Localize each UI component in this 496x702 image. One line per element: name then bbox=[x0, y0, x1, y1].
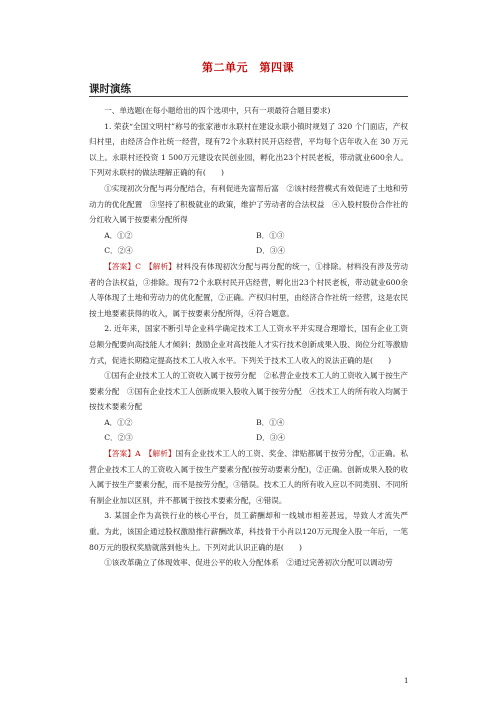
option-b: B．①③ bbox=[256, 230, 285, 240]
document-body bbox=[89, 103, 408, 571]
answer-explanation: 材料没有体现初次分配与再分配的统一，①排除。材料没有涉及劳动者的合法权益，③排除。现有72个永联村民开店经营，孵化出23个村民老板，带动就业600余人等体现了土地和劳动力的优化配置，②正确。产权归村里，由经济合作社统一经营，这是农民按土地要素获得的收入，属于按要素分配所得，④符合题意。 bbox=[89, 261, 409, 318]
section-divider bbox=[89, 96, 408, 97]
question-1-options-row-2 bbox=[89, 243, 408, 259]
question-2-stem: 2. 近年来，国家不断引导企业科学确定技术工人工资水平并实现合理增长，国有企业工资总额分配要向高技能人才倾斜；鼓励企业对高技能人才实行技术创新成果入股、岗位分红等激励方式，促进长期稳定提高技术工人收入水平。下列关于技术工人收入的说法正确的是( ) bbox=[89, 324, 408, 365]
page-title: 第二单元 第四课 bbox=[202, 61, 294, 74]
question-2-options-row-2 bbox=[89, 430, 408, 446]
question-3-stem: 3. 某国企作为高铁行业的核心平台，员工薪酬却和一线城市相差甚远，导致人才流失严重。为此，该国企通过股权激励推行薪酬改革，科技骨干小肖以120万元现金入股一年后，一笔80万元的股权奖励就落到他头上。下列对此认识正确的是( ) bbox=[89, 511, 408, 552]
option-d: D．③④ bbox=[256, 246, 285, 256]
question-2-answer bbox=[89, 446, 408, 508]
option-a: A．①② bbox=[104, 417, 133, 427]
answer-explanation: 国有企业技术工人的工资、奖金、津贴都属于按劳分配，①正确。私营企业技术工人的工资收入属于按生产要素分配(按劳动要素分配)，②正确。创新成果入股的收入属于按生产要素分配，而不是按劳分配，③错误。技术工人的所有收入应以不同类别、不同所有制企业加以区别，并不都属于按技术要素分配，④错误。 bbox=[89, 449, 408, 505]
question-1-statements: ①实现初次分配与再分配结合，有利促进先富帮后富 ②该村经营模式有效促进了土地和劳动力的优化配置 ③坚持了积极就业的政策，维护了劳动者的合法权益 ④入股村股份合作社的分红收入属于按要素分配所得 bbox=[89, 183, 408, 225]
option-c: C．②④ bbox=[104, 246, 133, 256]
option-a: A．①② bbox=[104, 230, 133, 240]
option-d: D．③④ bbox=[256, 433, 285, 443]
question-1-stem: 1. 荣获“全国文明村”称号的张家港市永联村在建设永联小镇时规划了 320 个门面店，产权归村里，由经济合作社统一经营，现有72个永联村民开店经营，平均每个店年收入在 30 万元以上。永联村还投资 1 500万元建设农民创业园，孵化出23个村民老板，带动就业600余人。下列对永联村的做法理解正确的有( ) bbox=[89, 121, 408, 178]
answer-tag: 【答案】C 【解析】 bbox=[104, 261, 176, 271]
question-2-statements: ①国有企业技术工人的工资收入属于按劳分配 ②私营企业技术工人的工资收入属于按生产要素分配 ③国有企业技术工人创新成果入股收入属于按劳分配 ④技术工人的所有收入均属于按技术要素分配 bbox=[89, 371, 408, 412]
instruction-text: 一、单选题(在每小题给出的四个选项中，只有一项最符合题目要求) bbox=[104, 106, 331, 115]
option-b: B．①④ bbox=[256, 417, 285, 427]
question-3-statements: ①该改革确立了体现效率、促进公平的收入分配体系 ②通过完善初次分配可以调动劳 bbox=[104, 558, 393, 568]
answer-tag: 【答案】A 【解析】 bbox=[104, 449, 176, 459]
option-c: C．②③ bbox=[104, 433, 133, 443]
question-2-options-row-1 bbox=[89, 415, 408, 431]
question-1-answer bbox=[89, 259, 408, 321]
section-title: 课时演练 bbox=[89, 83, 131, 95]
page-number: 1 bbox=[404, 677, 409, 685]
question-1-options-row-1 bbox=[89, 228, 408, 244]
